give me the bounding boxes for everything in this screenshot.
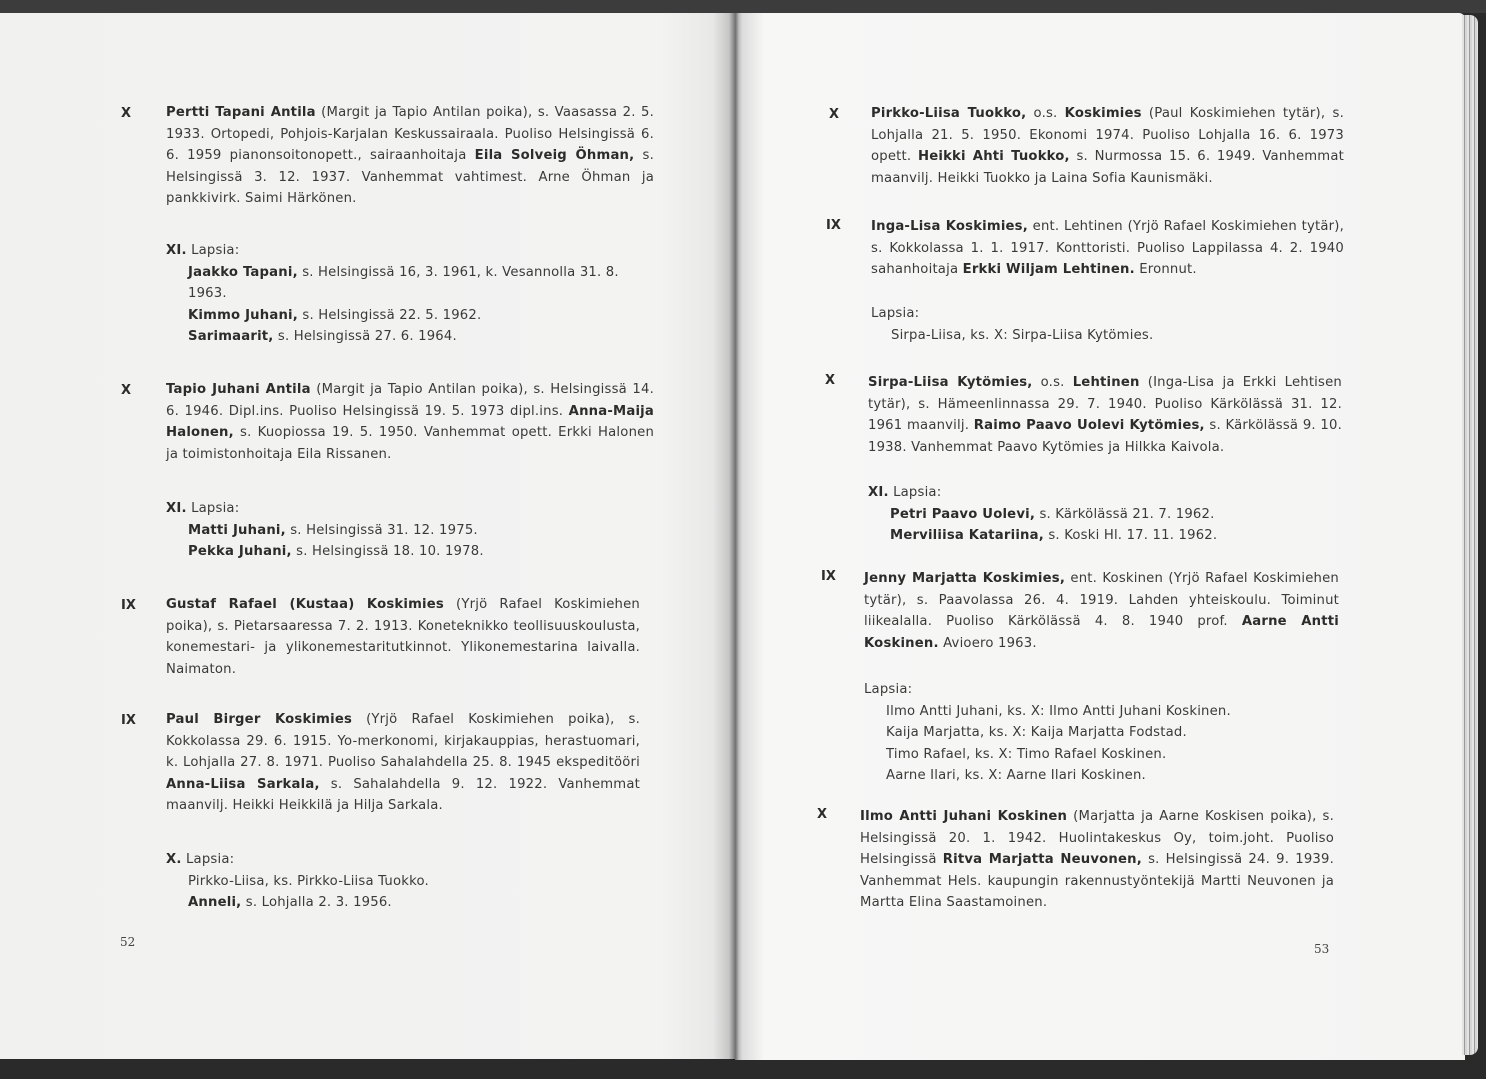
scan-background-top [0,0,1486,13]
child-text: s. Helsingissä 31. 12. 1975. [285,522,478,538]
person-name: Ilmo Antti Juhani Koskinen [860,809,1068,824]
child-item [868,504,1348,526]
child-name: Anneli, [188,895,242,910]
entry-paul-birger-koskimies [166,709,640,817]
children-label: Lapsia: [191,501,240,516]
child-item [871,325,1351,347]
child-text: s. Helsingissä 16, 3. 1961, k. Vesannolla 31. 8. 1963. [188,264,619,301]
entry-text: (Inga-Lisa ja Erkki Lehtisen tytär), s. Hämeenlinnassa 29. 7. 1940. Puoliso Kärkölässä 31. 12. 1961 maanvilj. [868,375,1342,433]
generation-marker: IX [826,218,841,233]
person-name: Sirpa-Liisa Kytömies, [868,375,1033,390]
entry-text: s. Kärkölässä 9. 10. 1938. Vanhemmat Paavo Kytömies ja Hilkka Kaivola. [868,418,1342,455]
child-name: Matti Juhani, [188,522,286,538]
child-text: s. Helsingissä 27. 6. 1964. [273,329,457,344]
child-text: s. Kärkölässä 21. 7. 1962. [1035,506,1215,522]
person-name: Paul Birger Koskimies [166,712,353,727]
spouse-name: Erkki Wiljam Lehtinen. [962,262,1135,277]
entry-sirpa-liisa-kytomies [868,372,1342,458]
entry-text: s. Helsingissä 3. 12. 1937. Vanhemmat vahtimest. Arne Öhman ja pankkivirk. Saimi Härkönen. [166,148,654,206]
spouse-name: Raimo Paavo Uolevi Kytömies, [973,418,1205,433]
entry-text: (Margit ja Tapio Antilan poika), s. Helsingissä 14. 6. 1946. Dipl.ins. Puoliso Helsingissä 19. 5. 1973 dipl.ins. [166,382,654,419]
child-name: Jaakko Tapani, [188,264,298,280]
entry-ilmo-antti-juhani-koskinen [860,806,1334,914]
children-generation: XI. [868,485,889,500]
entry-gustaf-rafael-koskimies [166,594,640,680]
entry-tapio-juhani-antila [166,379,654,465]
child-text: Pirkko-Liisa, ks. Pirkko-Liisa Tuokko. [188,873,429,889]
spouse-name: Anna-Maija Halonen, [166,403,654,440]
entry-text: s. Kuopiossa 19. 5. 1950. Vanhemmat opett. Erkki Halonen ja toimistonhoitaja Eila Rissanen. [166,425,654,462]
children-label: Lapsia: [871,306,920,321]
entry-text: ent. Koskinen (Yrjö Rafael Koskimiehen tytär), s. Paavolassa 26. 4. 1919. Lahden yhteiskoulu. Toiminut liikealalla. Puoliso Kärkölässä 4. 8. 1940 prof. [864,571,1339,629]
entry-text: Eronnut. [1134,262,1197,277]
generation-marker: IX [821,569,836,584]
child-text: Aarne Ilari, ks. X: Aarne Ilari Koskinen. [886,768,1146,783]
child-name: Sarimaarit, [188,329,274,344]
children-list [868,482,1348,547]
entry-text: (Yrjö Rafael Koskimiehen poika), s. Pietarsaaressa 7. 2. 1913. Koneteknikko teollisuuskoulusta, konemestari- ja ylikonemestaritutkinnot. Ylikonemestarina laivalla. Naimaton. [166,597,640,677]
children-generation: XI. [166,243,187,258]
child-text: Sirpa-Liisa, ks. X: Sirpa-Liisa Kytömies. [891,327,1154,343]
entry-text: o.s. [1032,375,1073,390]
spouse-name: Aarne Antti Koskinen. [864,614,1339,651]
child-item [166,892,656,914]
generation-marker: IX [121,713,136,728]
spouse-name: Ritva Marjatta Neuvonen, [942,852,1142,867]
child-name: Merviliisa Katariina, [890,528,1044,543]
entry-text: (Margit ja Tapio Antilan poika), s. Vaasassa 2. 5. 1933. Ortopedi, Pohjois-Karjalan Keskussairaala. Puoliso Helsingissä 6. 6. 1959 pianonsoitonopett., sairaanhoitaja [166,105,654,163]
entry-text: s. Sahalahdella 9. 12. 1922. Vanhemmat maanvilj. Heikki Heikkilä ja Hilja Sarkala. [166,776,641,813]
child-item [864,701,1344,723]
generation-marker: X [121,383,132,398]
child-text: Timo Rafael, ks. X: Timo Rafael Koskinen. [886,746,1167,762]
children-list [166,498,656,563]
children-list [871,303,1351,346]
entry-text: (Marjatta ja Aarne Koskisen poika), s. Helsingissä 20. 1. 1942. Huolintakeskus Oy, toim.joht. Puoliso Helsingissä [860,809,1335,867]
child-item [166,520,656,542]
generation-marker: X [825,373,836,388]
entry-pirkko-liisa-tuokko [871,103,1344,189]
generation-marker: X [121,106,132,121]
child-item [864,765,1344,787]
generation-marker: X [817,807,828,822]
child-text: Kaija Marjatta, ks. X: Kaija Marjatta Fodstad. [886,725,1187,740]
spouse-name: Eila Solveig Öhman, [474,148,635,163]
entry-text: (Paul Koskimiehen tytär), s. Lohjalla 21. 5. 1950. Ekonomi 1974. Puoliso Lohjalla 16. 6. 1973 opett. [871,106,1344,164]
birth-name: Koskimies [1064,106,1142,121]
child-item [166,871,656,893]
child-text: s. Lohjalla 2. 3. 1956. [241,895,392,910]
child-name: Petri Paavo Uolevi, [890,506,1036,522]
entry-text: s. Helsingissä 24. 9. 1939. Vanhemmat Hels. kaupungin rakennustyöntekijä Martti Neuvonen ja Martta Elina Saastamoinen. [860,852,1335,910]
children-label: Lapsia: [185,852,235,867]
children-label: Lapsia: [864,682,913,697]
child-name: Kimmo Juhani, [188,307,298,323]
entry-inga-lisa-koskimies [871,216,1344,281]
child-text: Ilmo Antti Juhani, ks. X: Ilmo Antti Juhani Koskinen. [886,703,1231,719]
child-item [166,326,656,348]
entry-text: o.s. [1026,106,1065,121]
person-name: Pertti Tapani Antila [166,105,316,120]
entry-pertti-tapani-antila [166,102,654,210]
child-item [868,525,1348,547]
child-item [166,305,656,327]
entry-text: Avioero 1963. [938,635,1037,651]
children-list [864,679,1344,787]
person-name: Jenny Marjatta Koskimies, [864,571,1066,586]
children-generation: XI. [166,501,187,516]
child-item [864,744,1344,766]
page-number-right: 53 [1314,942,1330,956]
person-name: Inga-Lisa Koskimies, [871,219,1028,234]
person-name: Gustaf Rafael (Kustaa) Koskimies [166,597,444,612]
spouse-name: Heikki Ahti Tuokko, [917,149,1070,164]
entry-text: ent. Lehtinen (Yrjö Rafael Koskimiehen tytär), s. Kokkolassa 1. 1. 1917. Konttoristi. Puoliso Lappilassa 4. 2. 1940 sahanhoitaja [871,219,1344,277]
person-name: Pirkko-Liisa Tuokko, [871,106,1027,121]
generation-marker: IX [121,598,136,613]
children-list [166,240,656,348]
child-name: Pekka Juhani, [188,544,292,559]
page-number-left: 52 [120,935,136,949]
entry-text: (Yrjö Rafael Koskimiehen poika), s. Kokkolassa 29. 6. 1915. Yo-merkonomi, kirjakauppias, herastuomari, k. Lohjalla 27. 8. 1971. Puoliso Sahalahdella 25. 8. 1945 ekspeditööri [166,712,640,770]
entry-jenny-marjatta-koskimies [864,568,1339,654]
entry-text: s. Nurmossa 15. 6. 1949. Vanhemmat maanvilj. Heikki Tuokko ja Laina Sofia Kaunismäki. [871,149,1344,186]
child-text: s. Helsingissä 22. 5. 1962. [297,307,482,323]
child-item [166,541,656,563]
person-name: Tapio Juhani Antila [166,382,311,397]
child-item [864,722,1344,744]
children-generation: X. [166,852,182,867]
child-text: s. Helsingissä 18. 10. 1978. [291,544,484,559]
child-text: s. Koski Hl. 17. 11. 1962. [1043,528,1218,543]
children-label: Lapsia: [191,243,240,258]
birth-name: Lehtinen [1072,375,1140,390]
page-edges [1462,15,1478,1055]
children-list [166,849,656,914]
child-item [166,262,656,305]
generation-marker: X [829,107,840,122]
book-gutter [729,13,739,1060]
children-label: Lapsia: [893,485,942,500]
spouse-name: Anna-Liisa Sarkala, [166,776,320,792]
